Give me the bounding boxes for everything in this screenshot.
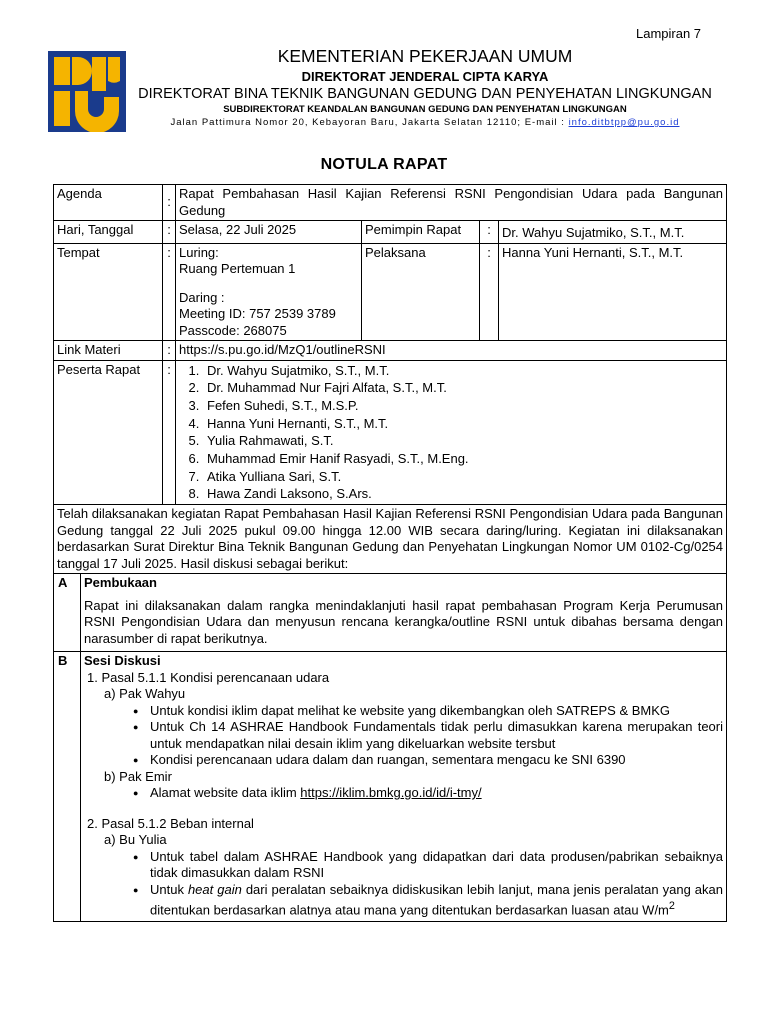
bullet-item (150, 882, 723, 919)
list-item: 5. Yulia Rahmawati, S.T. (203, 432, 723, 450)
list-item: 8. Hawa Zandi Laksono, S.Ars. (203, 485, 723, 503)
list-item: 7. Atika Yulliana Sari, S.T. (203, 468, 723, 486)
row-agenda (54, 185, 727, 221)
ruang-value: Ruang Pertemuan 1 (179, 261, 296, 276)
meeting-id: Meeting ID: 757 2539 3789 (179, 306, 336, 321)
iklim-url-link[interactable]: https://iklim.bmkg.go.id/id/i-tmy/ (300, 785, 482, 801)
row-peserta (54, 360, 727, 505)
notula-table (53, 184, 727, 922)
bullet-text-post: dari peralatan sebaiknya didiskusikan lebih lanjut, mana jenis peralatan yang akan ditentukan berdasarkan alatnya atau mana yang ditentukan berdasarkan luasan atau W/m (150, 881, 723, 918)
colon: : (163, 221, 176, 244)
address-text: Jalan Pattimura Nomor 20, Kebayoran Baru, Jakarta Selatan 12110; E-mail : (170, 117, 569, 128)
bullet-item: ● Kondisi perencanaan udara dalam dan ruangan, sementara mengacu ke SNI 6390 (150, 752, 723, 769)
directorate-general: DIREKTORAT JENDERAL CIPTA KARYA (301, 69, 549, 84)
passcode: Passcode: 268075 (179, 322, 287, 338)
pasal-2: 2. Pasal 5.1.2 Beban internal (87, 815, 254, 831)
pemimpin-label: Pemimpin Rapat (362, 221, 480, 244)
bullet-text: Alamat website data iklim (150, 785, 301, 801)
daring-label: Daring : (179, 289, 225, 305)
address-line (130, 116, 720, 129)
row-link (54, 341, 727, 361)
speaker-emir: b) Pak Emir (104, 768, 172, 784)
document-title: NOTULA RAPAT (320, 156, 448, 173)
heat-gain-term: heat gain (187, 881, 242, 897)
ministry-name: KEMENTERIAN PEKERJAAN UMUM (277, 46, 573, 66)
speaker-wahyu: a) Pak Wahyu (104, 686, 186, 702)
peserta-list (179, 362, 723, 504)
peserta-label: Peserta Rapat (54, 360, 163, 505)
tempat-label: Tempat (54, 243, 163, 341)
list-item: 4. Hanna Yuni Hernanti, S.T., M.T. (203, 415, 723, 433)
row-intro (54, 505, 727, 574)
section-b-letter: B (54, 652, 81, 922)
list-item: 6. Muhammad Emir Hanif Rasyadi, S.T., M.Eng. (203, 450, 723, 468)
section-a-body: Rapat ini dilaksanakan dalam rangka menindaklanjuti hasil rapat pembahasan Program Kerja Perumusan RSNI Pengondisian Udara dan menyusun rencana kerangka/outline RSNI untuk dibahas bersama dengan narasumber di rapat berikutnya. (84, 597, 724, 646)
section-b-content (81, 652, 727, 922)
bullet-item: ● Untuk Ch 14 ASHRAE Handbook Fundamentals tidak perlu dimasukkan karena merupakan teori untuk mendapatkan nilai desain iklim yang dikeluarkan website tersbut (150, 719, 723, 752)
colon: : (480, 243, 499, 341)
list-item: 1. Dr. Wahyu Sujatmiko, S.T., M.T. (203, 362, 723, 380)
row-hari (54, 221, 727, 244)
pu-logo-icon (48, 51, 126, 132)
colon: : (163, 360, 176, 505)
link-label: Link Materi (54, 341, 163, 361)
colon: : (163, 341, 176, 361)
colon: : (163, 243, 176, 341)
intro-paragraph: Telah dilaksanakan kegiatan Rapat Pembahasan Hasil Kajian Referensi RSNI Pengondisian Udara pada Bangunan Gedung tanggal 22 Juli 2025 pukul 09.00 hingga 12.00 WIB secara daring/luring. Kegiatan ini dilaksanakan berdasarkan Surat Direktur Bina Teknik Bangunan Gedung dan Penyehatan Lingkungan Nomor UM 0102-Cg/0254 tanggal 17 Juli 2025. Hasil diskusi sebagai berikut: (54, 505, 727, 574)
agenda-value: Rapat Pembahasan Hasil Kajian Referensi RSNI Pengondisian Udara pada Bangunan Gedung (176, 185, 727, 221)
hari-value: Selasa, 22 Juli 2025 (176, 221, 362, 244)
speaker-yulia: a) Bu Yulia (104, 832, 167, 848)
bullet-text-pre: Untuk (150, 881, 188, 897)
list-item: 2. Dr. Muhammad Nur Fajri Alfata, S.T., M.T. (203, 379, 723, 397)
row-section-b (54, 652, 727, 922)
tempat-value (176, 243, 362, 341)
pasal-1: 1. Pasal 5.1.1 Kondisi perencanaan udara (87, 669, 330, 685)
pemimpin-value: Dr. Wahyu Sujatmiko, S.T., M.T. (499, 221, 727, 244)
section-a-content (81, 574, 727, 652)
lampiran-label: Lampiran 7 (636, 26, 702, 41)
link-value[interactable]: https://s.pu.go.id/MzQ1/outlineRSNI (176, 341, 727, 361)
peserta-list-cell (176, 360, 727, 505)
email-link[interactable]: info.ditbtpp@pu.go.id (568, 117, 680, 128)
pelaksana-value: Hanna Yuni Hernanti, S.T., M.T. (499, 243, 727, 341)
colon: : (163, 185, 176, 221)
section-a-title: Pembukaan (84, 575, 157, 591)
bullet-item (150, 785, 723, 802)
hari-label: Hari, Tanggal (54, 221, 163, 244)
list-item: 3. Fefen Suhedi, S.T., M.S.P. (203, 397, 723, 415)
row-tempat (54, 243, 727, 341)
subdirectorate: SUBDIREKTORAT KEANDALAN BANGUNAN GEDUNG DAN PENYEHATAN LINGKUNGAN (223, 104, 627, 115)
pelaksana-label: Pelaksana (362, 243, 480, 341)
letterhead (130, 46, 720, 129)
bullet-item: ● Untuk kondisi iklim dapat melihat ke website yang dikembangkan oleh SATREPS & BMKG (150, 703, 723, 720)
section-b-title: Sesi Diskusi (84, 653, 161, 669)
superscript-2: 2 (668, 900, 675, 913)
row-section-a (54, 574, 727, 652)
directorate: DIREKTORAT BINA TEKNIK BANGUNAN GEDUNG DAN PENYEHATAN LINGKUNGAN (138, 86, 712, 102)
colon: : (480, 221, 499, 244)
agenda-label: Agenda (54, 185, 163, 221)
bullet-item: ● Untuk tabel dalam ASHRAE Handbook yang didapatkan dari data produsen/pabrikan sebaiknya tidak dimasukkan dalam RSNI (150, 849, 723, 882)
section-a-letter: A (54, 574, 81, 652)
luring-label: Luring: (179, 244, 219, 260)
